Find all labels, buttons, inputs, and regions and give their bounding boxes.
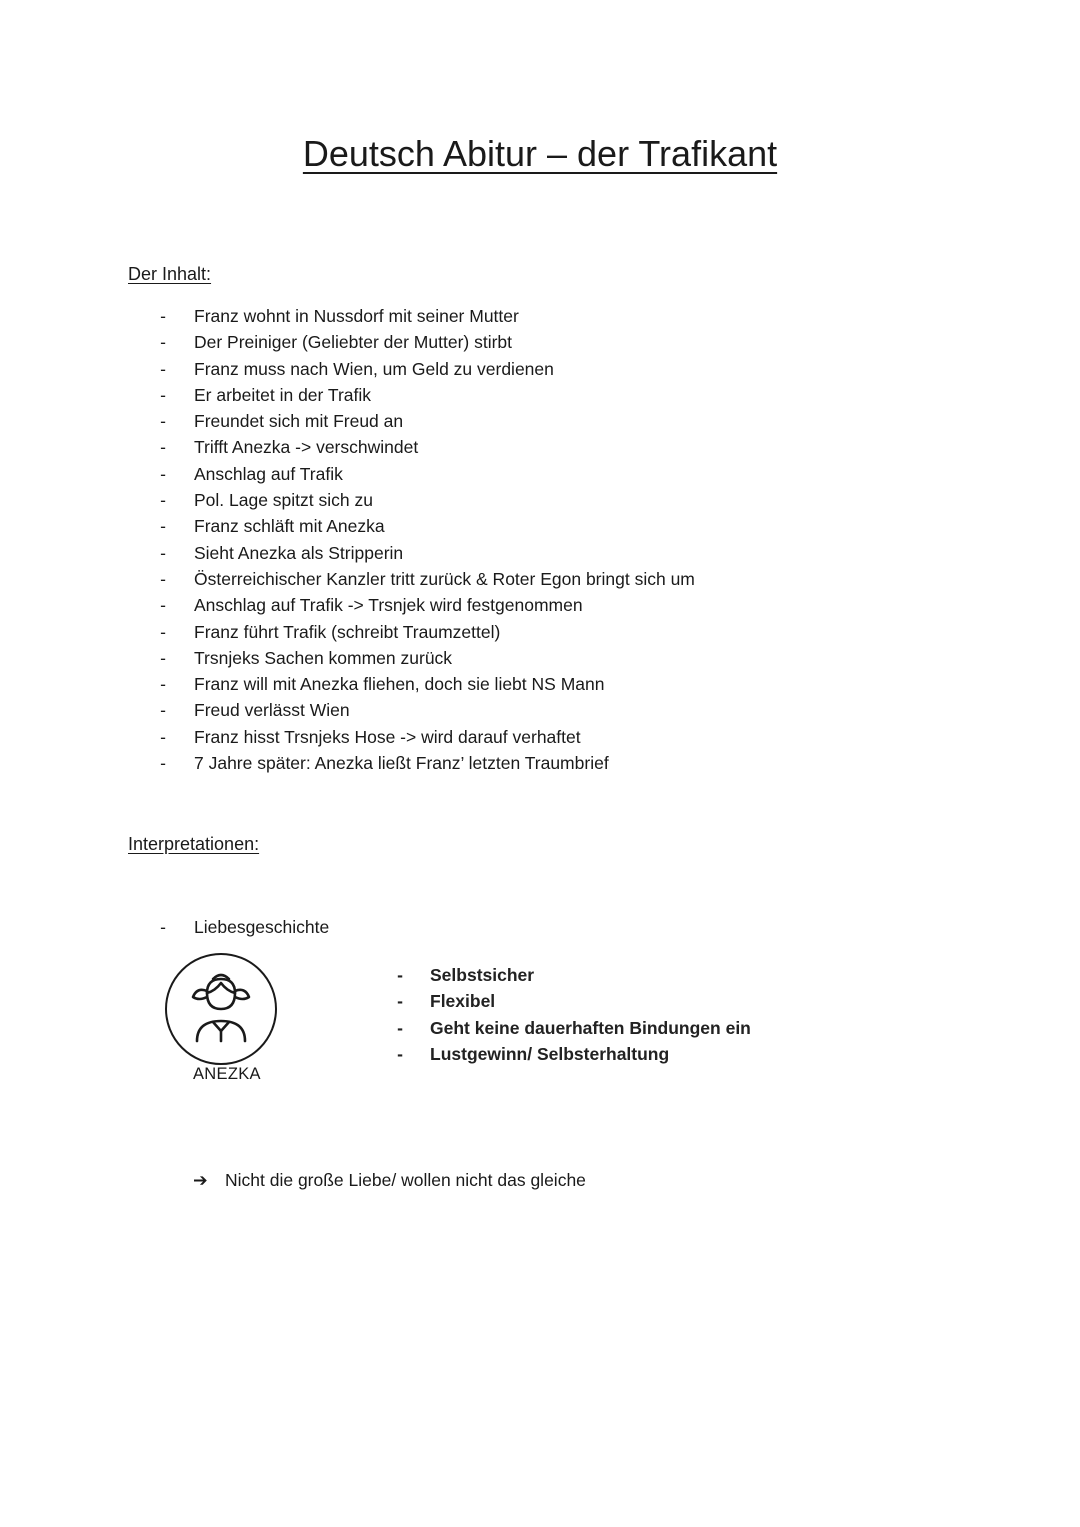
list-item	[158, 724, 695, 750]
bullet-dash: -	[160, 358, 166, 379]
list-item	[158, 566, 695, 592]
list-item-text: Freundet sich mit Freud an	[194, 411, 404, 432]
list-item	[158, 461, 695, 487]
list-item-text: Franz wohnt in Nussdorf mit seiner Mutter	[194, 306, 519, 326]
conclusion-text: Nicht die große Liebe/ wollen nicht das gleiche	[225, 1170, 586, 1190]
list-item	[158, 329, 695, 355]
topic-item	[158, 914, 329, 940]
bullet-dash: -	[160, 674, 166, 695]
list-item-text: Der Preiniger (Geliebter der Mutter) stirbt	[194, 332, 513, 353]
bullet-dash: -	[160, 516, 166, 537]
bullet-dash: -	[160, 463, 166, 484]
trait-text: Geht keine dauerhaften Bindungen ein	[430, 1017, 751, 1038]
list-item-text: 7 Jahre später: Anezka ließt Franz’ letzten Traumbrief	[194, 753, 609, 774]
bullet-dash: -	[160, 411, 166, 432]
avatar-name: ANEZKA	[193, 1065, 261, 1083]
list-item	[158, 750, 695, 776]
bullet-dash: -	[397, 965, 403, 985]
character-avatar	[165, 953, 279, 1083]
bullet-dash: -	[160, 700, 166, 721]
list-item	[158, 487, 695, 513]
bullet-dash: -	[160, 595, 166, 616]
girl-icon	[185, 969, 257, 1049]
topic-text: Liebesgeschichte	[194, 917, 330, 937]
list-item-text: Freud verlässt Wien	[194, 700, 350, 721]
page-title-text: Deutsch Abitur – der Trafikant	[302, 133, 778, 174]
bullet-dash: -	[160, 726, 166, 747]
inhalt-list	[158, 303, 695, 776]
list-item-text: Franz hisst Trsnjeks Hose -> wird darauf verhaftet	[194, 726, 581, 747]
bullet-dash: -	[160, 568, 166, 589]
list-item	[158, 592, 695, 618]
list-item	[158, 513, 695, 539]
list-item	[158, 671, 695, 697]
bullet-dash: -	[160, 647, 166, 668]
trait-text: Selbstsicher	[430, 965, 535, 985]
page-title	[0, 128, 1080, 180]
list-item-text: Franz muss nach Wien, um Geld zu verdienen	[194, 358, 554, 379]
list-item	[158, 408, 695, 434]
list-item-text: Trsnjeks Sachen kommen zurück	[194, 647, 453, 668]
list-item-text: Anschlag auf Trafik	[194, 463, 343, 484]
bullet-dash: -	[160, 384, 166, 405]
list-item	[158, 382, 695, 408]
list-item-text: Anschlag auf Trafik -> Trsnjek wird festgenommen	[194, 595, 583, 616]
trait-item	[395, 988, 755, 1014]
list-item-text: Franz will mit Anezka fliehen, doch sie liebt NS Mann	[194, 674, 605, 695]
list-item-text: Franz schläft mit Anezka	[194, 516, 385, 537]
bullet-dash: -	[160, 753, 166, 774]
traits-list	[395, 962, 755, 1067]
section-heading-interpretationen: Interpretationen:	[128, 834, 260, 854]
list-item	[158, 619, 695, 645]
list-item	[158, 645, 695, 671]
list-item	[158, 356, 695, 382]
bullet-dash: -	[397, 991, 403, 1012]
bullet-dash: -	[397, 1017, 403, 1038]
bullet-dash: -	[160, 437, 166, 458]
trait-text: Lustgewinn/ Selbsterhaltung	[430, 1043, 670, 1064]
bullet-dash: -	[160, 306, 166, 326]
list-item-text: Trifft Anezka -> verschwindet	[194, 437, 419, 458]
bullet-dash: -	[160, 332, 166, 353]
list-item-text: Sieht Anezka als Stripperin	[194, 542, 404, 563]
list-item	[158, 303, 695, 329]
bullet-dash: -	[160, 621, 166, 642]
bullet-dash: -	[160, 542, 166, 563]
list-item-text: Pol. Lage spitzt sich zu	[194, 490, 373, 511]
list-item	[158, 697, 695, 723]
bullet-dash: -	[397, 1043, 403, 1064]
trait-item	[395, 1015, 755, 1041]
trait-item	[395, 1041, 755, 1067]
list-item-text: Franz führt Trafik (schreibt Traumzettel)	[194, 621, 501, 642]
section-heading-inhalt: Der Inhalt:	[128, 264, 212, 284]
list-item-text: Österreichischer Kanzler tritt zurück & Roter Egon bringt sich um	[194, 568, 695, 589]
list-item	[158, 540, 695, 566]
arrow-right-icon: ➔	[193, 1170, 208, 1190]
conclusion	[193, 1167, 586, 1193]
bullet-dash: -	[160, 917, 166, 937]
avatar-circle	[165, 953, 277, 1065]
trait-item	[395, 962, 755, 988]
trait-text: Flexibel	[430, 991, 496, 1012]
bullet-dash: -	[160, 490, 166, 511]
list-item-text: Er arbeitet in der Trafik	[194, 384, 372, 405]
list-item	[158, 434, 695, 460]
